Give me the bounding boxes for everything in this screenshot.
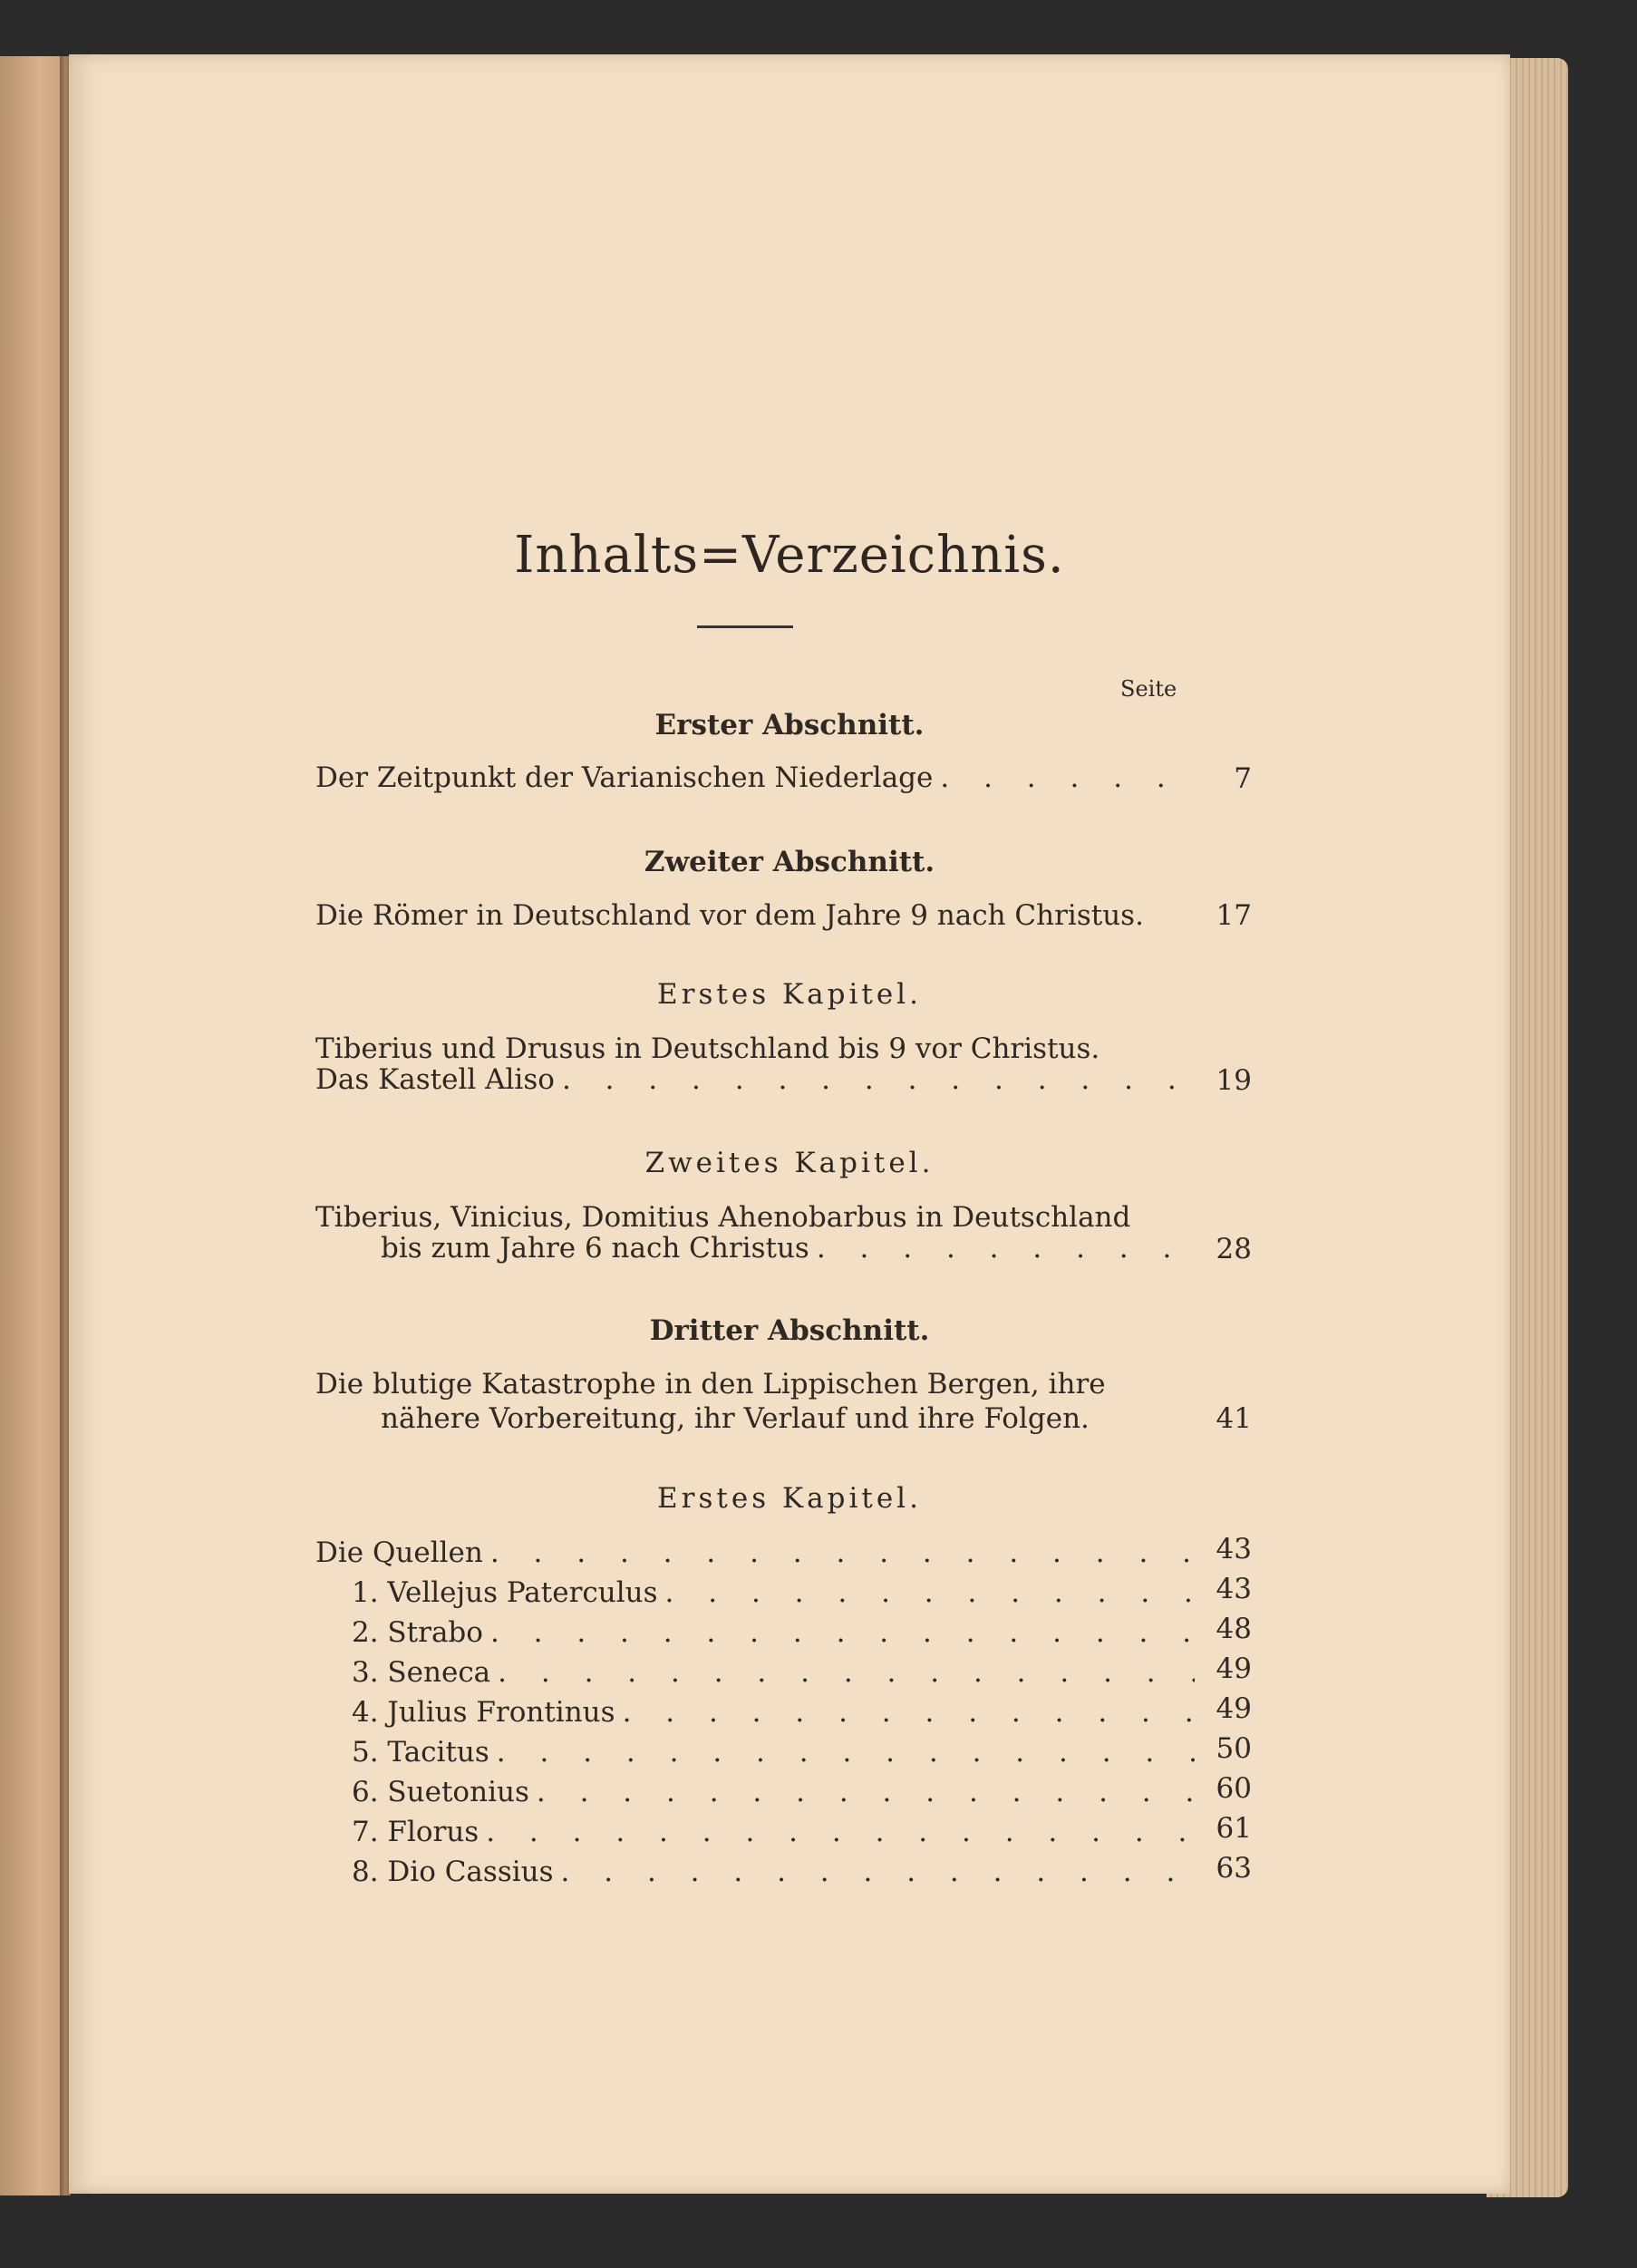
toc-entry-1[interactable] [315,761,1195,797]
page-number: 61 [1216,1812,1252,1845]
page-number: 63 [1216,1852,1252,1885]
toc-entry-line[interactable]: nähere Vorbereitung, ihr Verlauf und ihre Folgen. [381,1402,1090,1435]
dot-leader [623,1699,1195,1727]
dot-leader [817,1235,1195,1263]
toc-entry-5[interactable] [315,1536,1195,1572]
toc-item[interactable] [352,1858,1195,1891]
toc-entry-label: Der Zeitpunkt der Varianischen Niederlage [315,761,934,794]
page-number: 48 [1216,1613,1252,1645]
toc-item-label: 8. Dio Cassius [352,1856,554,1888]
toc-entry-label: Das Kastell Aliso [315,1063,555,1096]
dot-leader [562,1066,1195,1094]
toc-entry-label: Die Quellen [315,1536,483,1569]
page-title: Inhalts=Verzeichnis. [514,526,1065,585]
dot-leader [537,1779,1195,1807]
dot-leader [940,764,1195,792]
section-heading-2: Zweiter Abschnitt. [644,846,935,878]
toc-entry-label: bis zum Jahre 6 nach Christus [381,1232,809,1265]
book-page [69,54,1510,2194]
dot-leader [497,1739,1195,1767]
section-heading-1: Erster Abschnitt. [654,709,925,741]
toc-item-label: 3. Seneca [352,1656,491,1689]
toc-item-label: 7. Florus [352,1816,479,1848]
dot-leader [490,1539,1195,1567]
dot-leader [486,1818,1195,1846]
toc-item-label: 4. Julius Frontinus [352,1696,615,1729]
toc-entry-line[interactable]: Tiberius und Drusus in Deutschland bis 9 vor Christus. [315,1032,1100,1065]
page-number: 41 [1216,1402,1252,1435]
chapter-heading: Erstes Kapitel. [657,978,922,1011]
toc-item[interactable] [352,1616,1195,1652]
page-number: 19 [1216,1064,1252,1097]
dot-leader [561,1858,1195,1886]
chapter-heading: Erstes Kapitel. [657,1482,922,1515]
toc-item[interactable] [352,1736,1195,1771]
page-number: 43 [1216,1573,1252,1605]
toc-entry-line[interactable]: Tiberius, Vinicius, Domitius Ahenobarbus in Deutschland [315,1201,1131,1234]
toc-entry-2[interactable]: Die Römer in Deutschland vor dem Jahre 9 nach Christus. [315,899,1144,932]
toc-item-label: 2. Strabo [352,1616,483,1649]
dot-leader [665,1579,1195,1607]
dot-leader [498,1659,1195,1687]
toc-item[interactable] [352,1818,1195,1851]
page-number: 43 [1216,1533,1252,1565]
toc-item-label: 1. Vellejus Paterculus [352,1576,658,1609]
toc-item-label: 6. Suetonius [352,1776,529,1808]
toc-item[interactable] [352,1576,1195,1612]
page-number: 49 [1216,1653,1252,1685]
title-rule [697,625,793,628]
dot-leader [490,1619,1195,1647]
section-heading-3: Dritter Abschnitt. [649,1314,930,1347]
page-number: 28 [1216,1233,1252,1265]
toc-item-label: 5. Tacitus [352,1736,489,1769]
toc-entry-line[interactable]: Die blutige Katastrophe in den Lippischen Bergen, ihre [315,1368,1106,1401]
toc-item[interactable] [352,1696,1195,1731]
left-page-edge [0,56,65,2195]
chapter-heading: Zweites Kapitel. [644,1147,935,1179]
toc-item[interactable] [352,1656,1195,1691]
page-number: 50 [1216,1732,1252,1765]
toc-entry-4[interactable] [381,1232,1195,1267]
toc-entry-3[interactable] [315,1063,1195,1099]
page-number: 7 [1234,762,1252,795]
page-number: 60 [1216,1772,1252,1805]
page-number: 49 [1216,1692,1252,1725]
toc-item[interactable] [352,1776,1195,1811]
seite-label: Seite [1120,676,1177,702]
page-number: 17 [1216,899,1252,932]
